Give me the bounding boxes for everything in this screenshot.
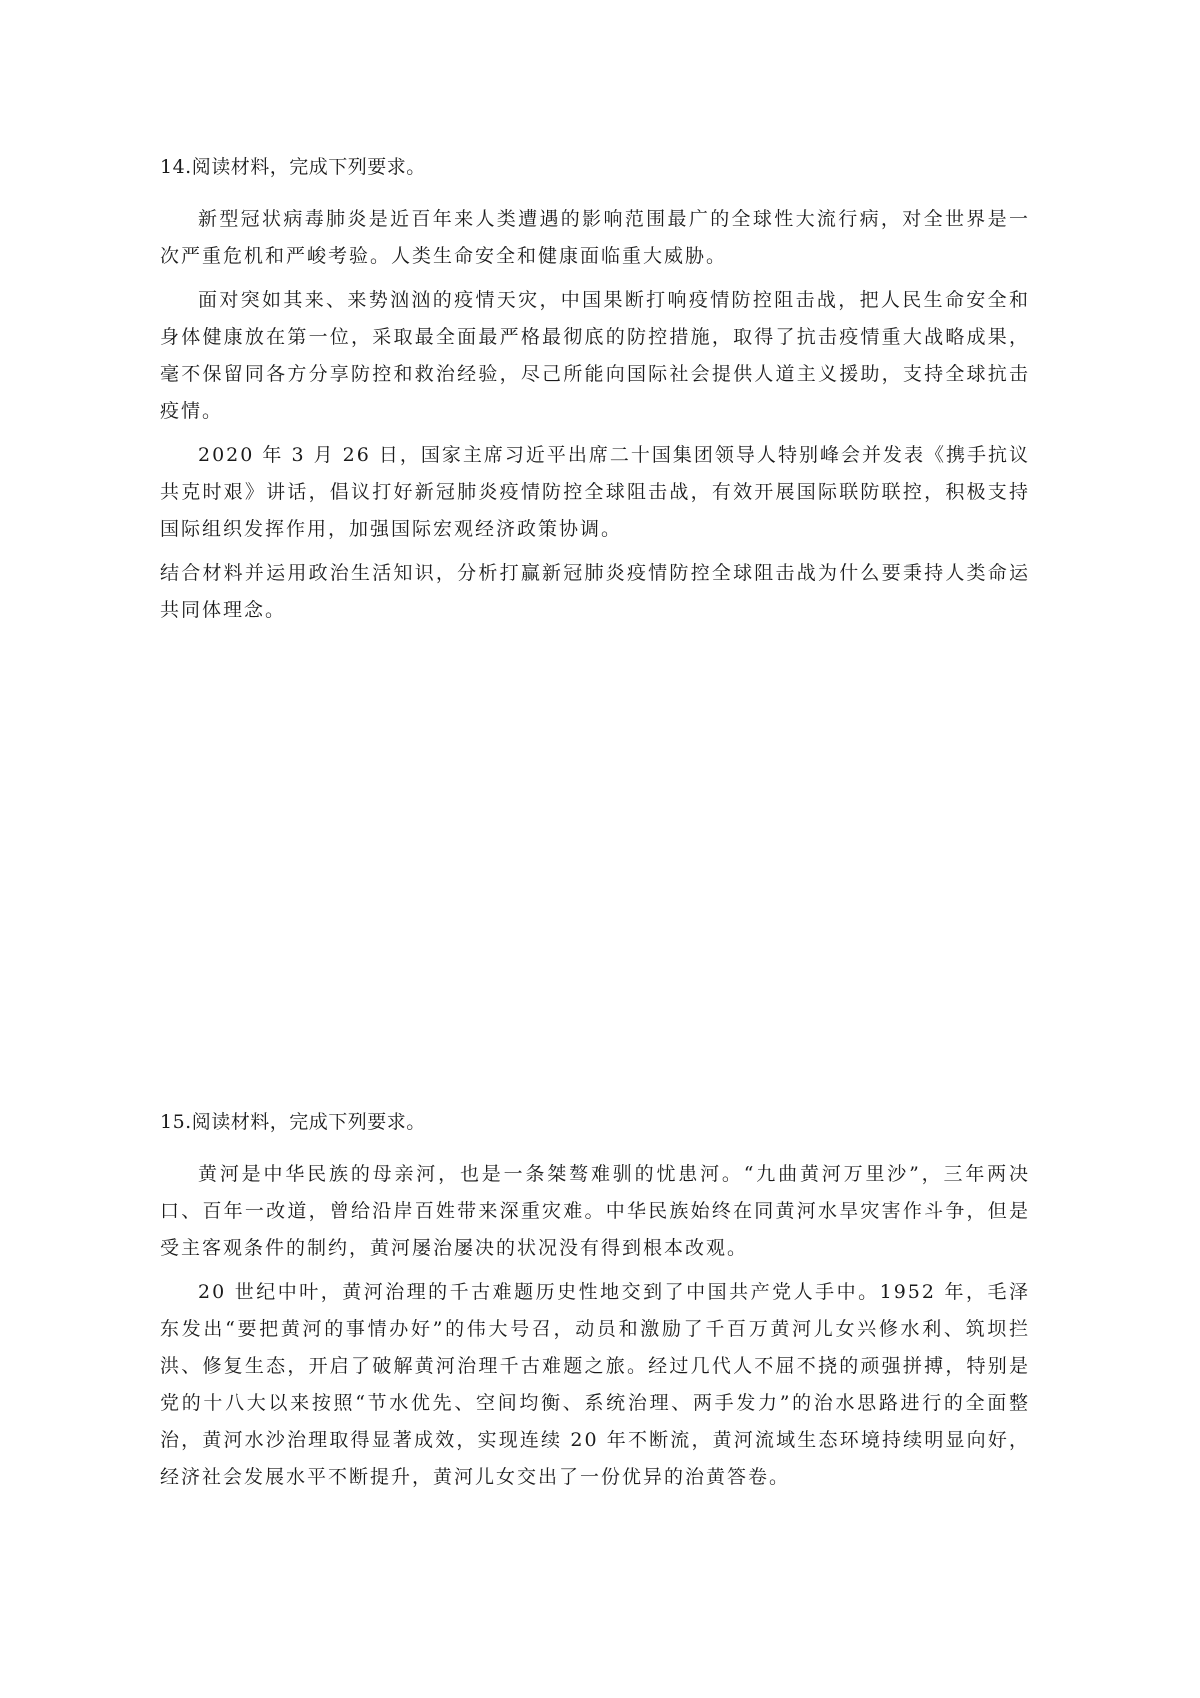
question-14-prompt: 结合材料并运用政治生活知识，分析打赢新冠肺炎疫情防控全球阻击战为什么要秉持人类命运共同体理念。 [160, 562, 1030, 621]
question-15 [160, 1108, 1030, 1503]
material-paragraph: 黄河是中华民族的母亲河，也是一条桀骜难驯的忧患河。“九曲黄河万里沙”，三年两决口、百年一改道，曾给沿岸百姓带来深重灾难。中华民族始终在同黄河水旱灾害作斗争，但是受主客观条件的制约，黄河屡治屡决的状况没有得到根本改观。 [160, 1163, 1030, 1259]
question-15-title: 15.阅读材料，完成下列要求。 [160, 1111, 426, 1133]
material-paragraph: 2020 年 3 月 26 日，国家主席习近平出席二十国集团领导人特别峰会并发表《携手抗议 共克时艰》讲话，倡议打好新冠肺炎疫情防控全球阻击战，有效开展国际联防联控，积极支持国际组织发挥作用，加强国际宏观经济政策协调。 [160, 444, 1030, 540]
question-14-title: 14.阅读材料，完成下列要求。 [160, 156, 426, 178]
material-paragraph: 20 世纪中叶，黄河治理的千古难题历史性地交到了中国共产党人手中。1952 年，毛泽东发出“要把黄河的事情办好”的伟大号召，动员和激励了千百万黄河儿女兴修水利、筑坝拦洪、修复生态，开启了破解黄河治理千古难题之旅。经过几代人不屈不挠的顽强拼搏，特别是党的十八大以来按照“节水优先、空间均衡、系统治理、两手发力”的治水思路进行的全面整治，黄河水沙治理取得显著成效，实现连续 20 年不断流，黄河流域生态环境持续明显向好，经济社会发展水平不断提升，黄河儿女交出了一份优异的治黄答卷。 [160, 1281, 1030, 1488]
material-paragraph: 面对突如其来、来势汹汹的疫情天灾，中国果断打响疫情防控阻击战，把人民生命安全和身体健康放在第一位，采取最全面最严格最彻底的防控措施，取得了抗击疫情重大战略成果，毫不保留同各方分享防控和救治经验，尽己所能向国际社会提供人道主义援助，支持全球抗击疫情。 [160, 289, 1030, 422]
question-14 [160, 153, 1030, 636]
material-paragraph: 新型冠状病毒肺炎是近百年来人类遭遇的影响范围最广的全球性大流行病，对全世界是一次严重危机和严峻考验。人类生命安全和健康面临重大威胁。 [160, 208, 1030, 267]
